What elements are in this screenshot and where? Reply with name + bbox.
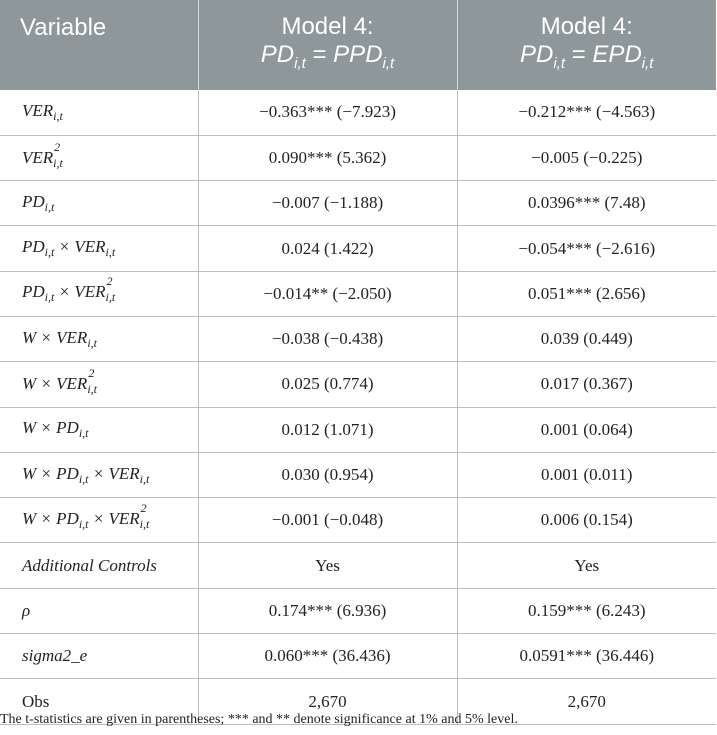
model-ppd-value: −0.007 (−1.188)	[198, 181, 457, 226]
model-epd-value: 0.159*** (6.243)	[457, 588, 716, 633]
table-row	[0, 271, 716, 316]
row-label: $W \times PD_{i,t}$	[0, 407, 198, 452]
header-row	[0, 0, 716, 90]
model-epd-value: 0.0396*** (7.48)	[457, 181, 716, 226]
header-model-ppd-title: Model 4:	[281, 12, 374, 40]
header-model-ppd	[198, 0, 457, 90]
model-epd-value: 0.006 (0.154)	[457, 498, 716, 543]
table-row	[0, 316, 716, 361]
row-label: $VER_{i,t}$	[0, 90, 198, 135]
row-label: $W \times PD_{i,t}$ × VER 2 $_{i,t}$	[0, 498, 198, 543]
model-epd-value: −0.005 (−0.225)	[457, 135, 716, 180]
header-model-epd	[457, 0, 716, 90]
row-label: $PD_{i,t} \times VER_{i,t}$	[0, 226, 198, 271]
row-label: Additional Controls	[0, 543, 198, 588]
model-epd-value: −0.212*** (−4.563)	[457, 90, 716, 135]
model-epd-value: 0.051*** (2.656)	[457, 271, 716, 316]
header-model-epd-formula: $PD_{i,t} = EPD_{i,t}$	[520, 40, 654, 72]
model-epd-value: 0.001 (0.011)	[457, 452, 716, 497]
model-epd-value: Yes	[457, 543, 716, 588]
header-model-ppd-formula: $PD_{i,t} = PPD_{i,t}$	[260, 40, 395, 72]
row-label: VER 2 $_{i,t}$	[0, 135, 198, 180]
model-ppd-value: 0.012 (1.071)	[198, 407, 457, 452]
table-row	[0, 226, 716, 271]
model-epd-value: 0.039 (0.449)	[457, 316, 716, 361]
model-ppd-value: 0.090*** (5.362)	[198, 135, 457, 180]
model-ppd-value: 0.030 (0.954)	[198, 452, 457, 497]
table-row	[0, 135, 716, 180]
model-epd-value: 0.001 (0.064)	[457, 407, 716, 452]
header-variable: Variable	[0, 0, 198, 90]
model-epd-value: 0.0591*** (36.446)	[457, 634, 716, 679]
header-model-epd-title: Model 4:	[540, 12, 633, 40]
table-row	[0, 90, 716, 135]
table-footnote: The t-statistics are given in parentheses; *** and ** denote significance at 1% and 5% level.	[0, 712, 518, 727]
table-row	[0, 634, 716, 679]
model-ppd-value: 0.024 (1.422)	[198, 226, 457, 271]
model-ppd-value: 0.174*** (6.936)	[198, 588, 457, 633]
model-ppd-value: −0.014** (−2.050)	[198, 271, 457, 316]
model-ppd-value: 0.025 (0.774)	[198, 362, 457, 407]
model-ppd-value: 0.060*** (36.436)	[198, 634, 457, 679]
table-row	[0, 362, 716, 407]
model-epd-value: 0.017 (0.367)	[457, 362, 716, 407]
model-epd-value: −0.054*** (−2.616)	[457, 226, 716, 271]
table-row	[0, 498, 716, 543]
table-row	[0, 181, 716, 226]
model-ppd-value: Yes	[198, 543, 457, 588]
row-label: $PD_{i,t}$	[0, 181, 198, 226]
model-ppd-value: −0.363*** (−7.923)	[198, 90, 457, 135]
row-label: $W \times PD_{i,t} \times VER_{i,t}$	[0, 452, 198, 497]
model-epd-value: 2,670	[457, 679, 716, 724]
model-ppd-value: −0.001 (−0.048)	[198, 498, 457, 543]
model-ppd-value: −0.038 (−0.438)	[198, 316, 457, 361]
model-ppd-value: 2,670	[198, 679, 457, 724]
row-label: $PD_{i,t}$ × VER 2 $_{i,t}$	[0, 271, 198, 316]
table-row	[0, 452, 716, 497]
row-label: $W \times VER_{i,t}$	[0, 316, 198, 361]
table-row	[0, 588, 716, 633]
table-row	[0, 407, 716, 452]
row-label: W × VER 2 $_{i,t}$	[0, 362, 198, 407]
row-label: ρ	[0, 588, 198, 633]
row-label: sigma2_e	[0, 634, 198, 679]
table-row	[0, 543, 716, 588]
row-label: Obs	[0, 679, 198, 724]
